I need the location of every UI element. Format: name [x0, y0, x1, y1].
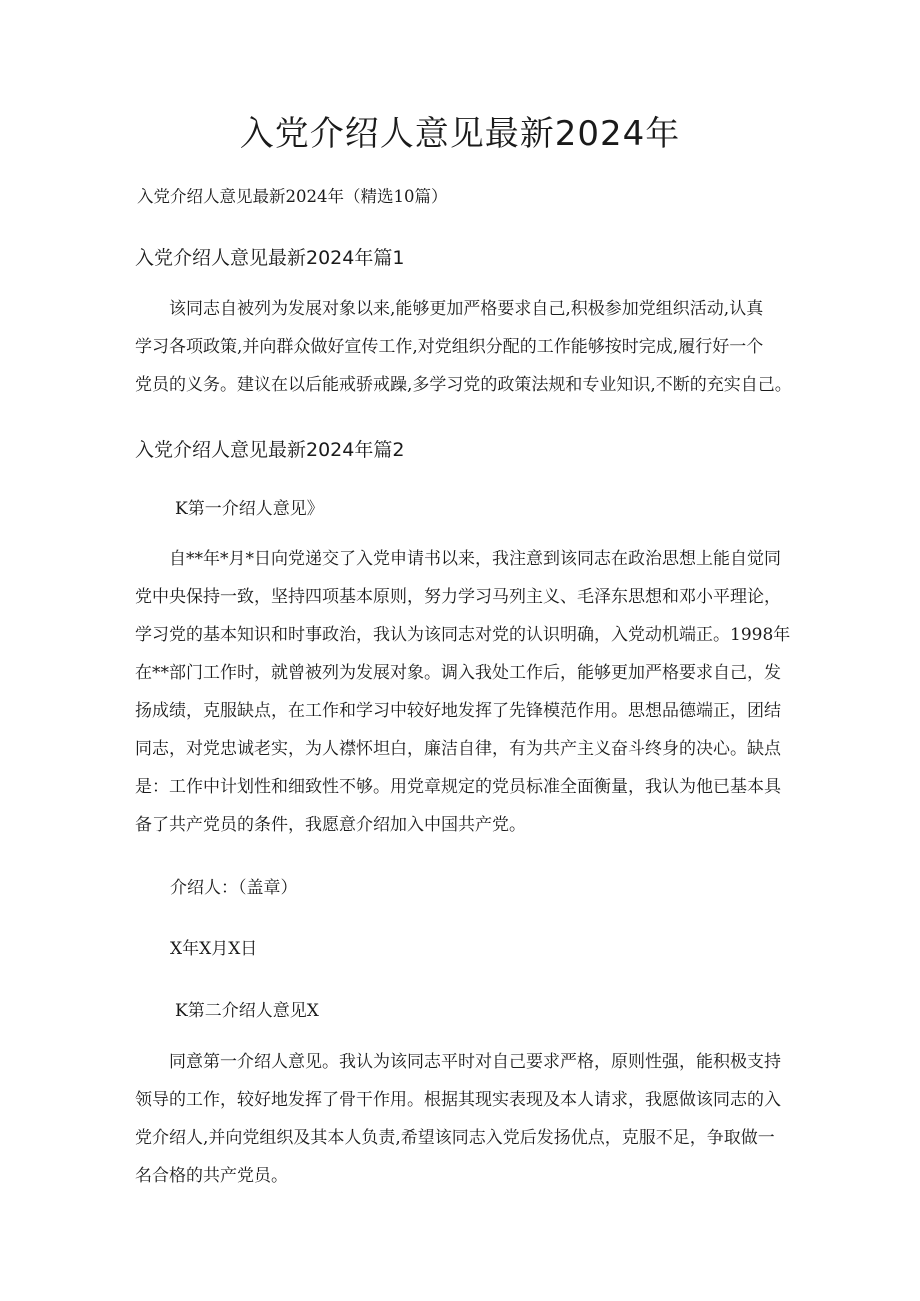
- paragraph-line: 党介绍人,并向党组织及其本人负责,希望该同志入党后发扬优点，克服不足，争取做一: [135, 1128, 775, 1148]
- paragraph-line: 备了共产党员的条件，我愿意介绍加入中国共产党。: [135, 815, 526, 835]
- paragraph-line: 名合格的共产党员。: [135, 1166, 288, 1186]
- paragraph-line: 该同志自被列为发展对象以来,能够更加严格要求自己,积极参加党组织活动,认真: [169, 299, 764, 319]
- paragraph-line: 同意第一介绍人意见。我认为该同志平时对自己要求严格，原则性强，能积极支持: [169, 1052, 781, 1072]
- section2-heading: 入党介绍人意见最新2024年篇2: [135, 439, 405, 461]
- signature-date: X年X月X日: [170, 939, 258, 959]
- paragraph-line: 学习各项政策,并向群众做好宣传工作,对党组织分配的工作能够按时完成,履行好一个: [135, 337, 764, 357]
- paragraph-line: 在**部门工作时，就曾被列为发展对象。调入我处工作后，能够更加严格要求自己，发: [135, 663, 781, 683]
- paragraph-line: 扬成绩，克服缺点，在工作和学习中较好地发挥了先锋模范作用。思想品德端正，团结: [135, 701, 781, 721]
- document-subtitle: 入党介绍人意见最新2024年（精选10篇）: [137, 187, 448, 206]
- paragraph-line: 同志，对党忠诚老实，为人襟怀坦白，廉洁自律，有为共产主义奋斗终身的决心。缺点: [135, 739, 781, 759]
- second-introducer-opinion: [135, 1043, 795, 1195]
- second-introducer-label: K第二介绍人意见X: [175, 1001, 319, 1021]
- paragraph-line: 学习党的基本知识和时事政治，我认为该同志对党的认识明确，入党动机端正。1998年: [135, 625, 791, 645]
- first-introducer-opinion: [135, 540, 795, 844]
- paragraph-line: 党员的义务。建议在以后能戒骄戒躁,多学习党的政策法规和专业知识,不断的充实自己。: [135, 375, 792, 395]
- first-introducer-label: K第一介绍人意见》: [175, 499, 324, 519]
- paragraph-line: 领导的工作，较好地发挥了骨干作用。根据其现实表现及本人请求，我愿做该同志的入: [135, 1090, 781, 1110]
- paragraph-line: 党中央保持一致，坚持四项基本原则，努力学习马列主义、毛泽东思想和邓小平理论，: [135, 587, 781, 607]
- introducer-signature: 介绍人：（盖章）: [170, 878, 298, 898]
- paragraph-line: 自**年*月*日向党递交了入党申请书以来，我注意到该同志在政治思想上能自觉同: [169, 549, 781, 569]
- section1-heading: 入党介绍人意见最新2024年篇1: [135, 247, 405, 269]
- paragraph-line: 是：工作中计划性和细致性不够。用党章规定的党员标准全面衡量，我认为他已基本具: [135, 777, 781, 797]
- document-title: 入党介绍人意见最新2024年: [239, 114, 681, 154]
- section1-paragraph: [135, 290, 795, 404]
